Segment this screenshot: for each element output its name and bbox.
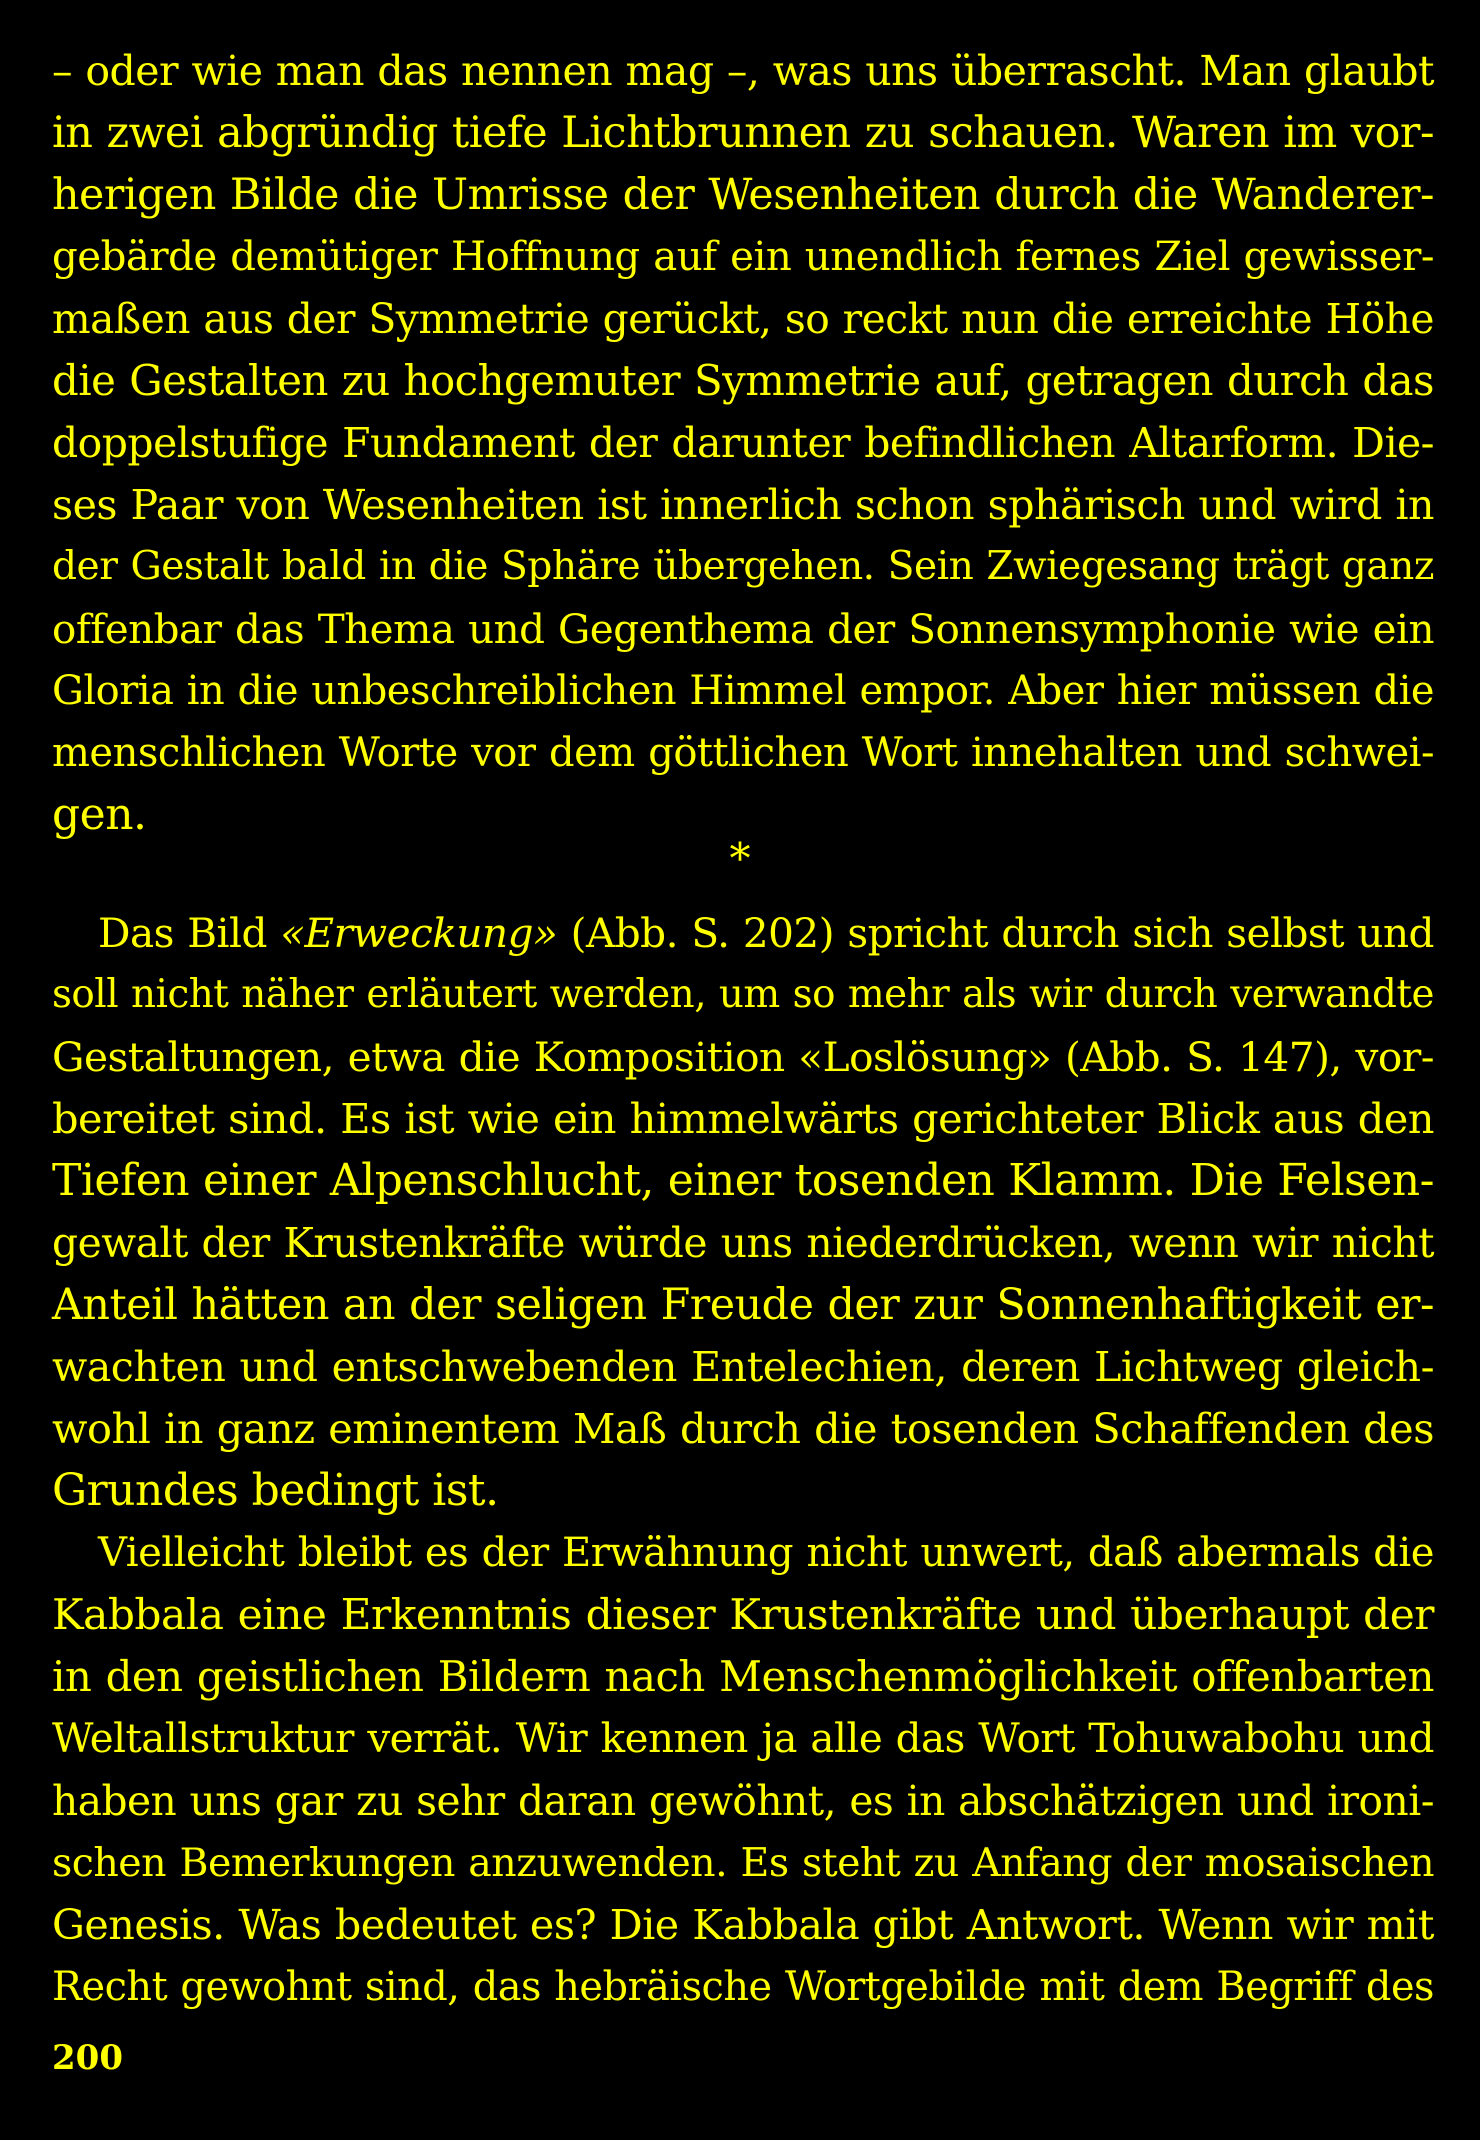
text-line: Tiefen einer Alpenschlucht, einer tosenden Klamm. Die Felsen- (52, 1155, 1434, 1206)
text-line: ses Paar von Wesenheiten ist innerlich schon sphärisch und wird in (52, 481, 1434, 529)
text-line: in zwei abgründig tiefe Lichtbrunnen zu schauen. Waren im vor- (52, 108, 1434, 158)
asterisk-glyph: * (729, 834, 751, 883)
text-line: maßen aus der Symmetrie gerückt, so reckt nun die erreichte Höhe (52, 295, 1434, 343)
text-line: gebärde demütiger Hoffnung auf ein unendlich fernes Ziel gewisser- (52, 234, 1434, 280)
text-line: wohl in ganz eminentem Maß durch die tosenden Schaffenden des (52, 1405, 1434, 1453)
text-line: die Gestalten zu hochgemuter Symmetrie auf, getragen durch das (52, 356, 1434, 405)
text-line: herigen Bilde die Umrisse der Wesenheiten durch die Wanderer- (52, 170, 1434, 220)
text-line: Grundes bedingt ist. (52, 1465, 499, 1516)
paragraph-1 (52, 40, 1434, 846)
text-line: wachten und entschwebenden Entelechien, deren Lichtweg gleich- (52, 1343, 1434, 1391)
page-number: 200 (52, 2038, 123, 2078)
text-line: Genesis. Was bedeutet es? Die Kabbala gibt Antwort. Wenn wir mit (52, 1901, 1434, 1949)
text-line: Vielleicht bleibt es der Erwähnung nicht unwert, daß abermals die (98, 1530, 1434, 1576)
text-line: doppelstufige Fundament der darunter befindlichen Altarform. Die- (52, 419, 1434, 467)
paragraph-3 (52, 1522, 1434, 2018)
text-line: Gestaltungen, etwa die Komposition «Loslösung» (Abb. S. 147), vor- (52, 1033, 1434, 1081)
text-line: in den geistlichen Bildern nach Menschenmöglichkeit offenbarten (52, 1652, 1434, 1701)
artwork-title: «Erweckung» (280, 909, 558, 957)
text-run: Das Bild (98, 909, 281, 957)
text-line: schen Bemerkungen anzuwenden. Es steht zu Anfang der mosaischen (52, 1840, 1434, 1886)
text-line-first (52, 902, 1434, 964)
text-line: haben uns gar zu sehr daran gewöhnt, es in abschätzigen und ironi- (52, 1777, 1434, 1825)
text-line: Anteil hätten an der seligen Freude der zur Sonnenhaftigkeit er- (52, 1280, 1434, 1330)
text-line: menschlichen Worte vor dem göttlichen Wort innehalten und schwei- (52, 730, 1434, 776)
section-separator (0, 828, 1480, 890)
text-line: der Gestalt bald in die Sphäre übergehen. Sein Zwiegesang trägt ganz (52, 544, 1434, 589)
text-line: soll nicht näher erläutert werden, um so mehr als wir durch verwandte (52, 972, 1434, 1017)
text-line: – oder wie man das nennen mag –, was uns überrascht. Man glaubt (52, 47, 1434, 95)
text-run: (Abb. S. 202) spricht durch sich selbst und (557, 909, 1434, 957)
text-line: offenbar das Thema und Gegenthema der Sonnensymphonie wie ein (52, 605, 1434, 653)
text-line: gewalt der Krustenkräfte würde uns niederdrücken, wenn wir nicht (52, 1219, 1434, 1267)
text-line: bereitet sind. Es ist wie ein himmelwärts gerichteter Blick aus den (52, 1095, 1434, 1143)
text-line: Weltallstruktur verrät. Wir kennen ja alle das Wort Tohuwabohu und (52, 1715, 1434, 1762)
text-line: gen. (52, 789, 147, 840)
text-line: Recht gewohnt sind, das hebräische Wortgebilde mit dem Begriff des (52, 1964, 1434, 2010)
paragraph-2 (52, 902, 1434, 1522)
text-line: Kabbala eine Erkenntnis dieser Krustenkräfte und überhaupt der (52, 1590, 1434, 1639)
text-line: Gloria in die unbeschreiblichen Himmel empor. Aber hier müssen die (52, 668, 1434, 714)
